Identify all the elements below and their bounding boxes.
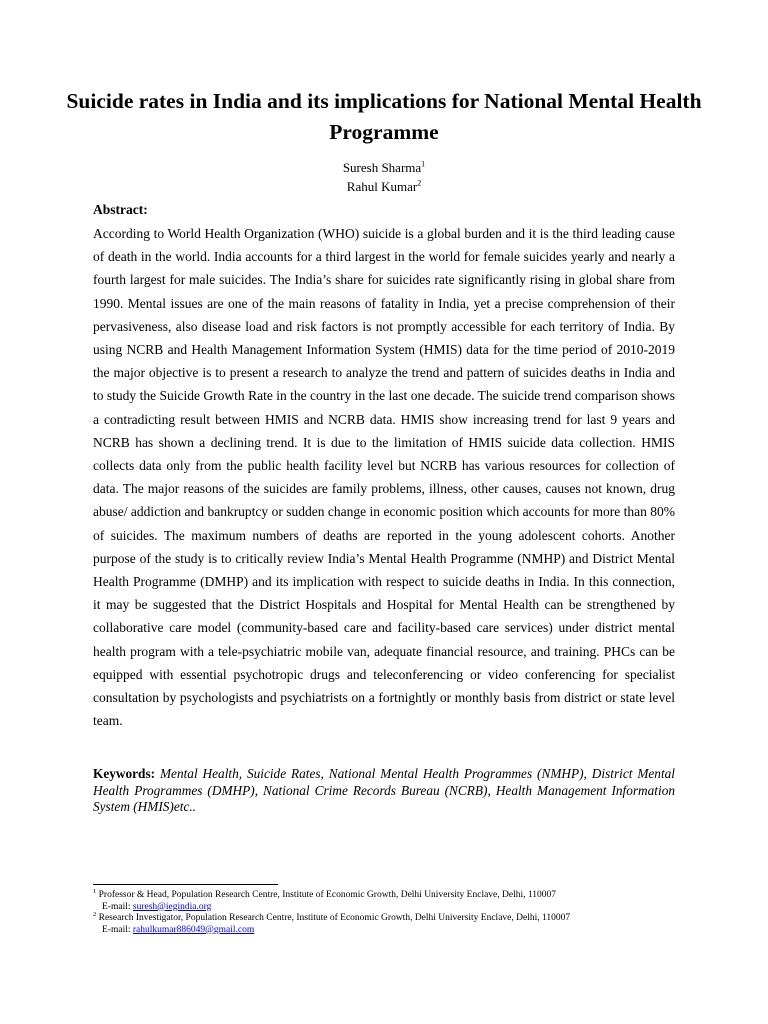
footnote-divider <box>93 884 278 885</box>
footnote-2 <box>93 910 693 925</box>
email-link[interactable]: suresh@iegindia.org <box>132 901 212 912</box>
footnote-text: Research Investigator, Population Research Centre, Institute of Economic Growth, Delhi University Enclave, Delhi, 110007 <box>98 913 571 923</box>
email-link[interactable]: rahulkumar886049@gmail.com <box>132 924 255 935</box>
footnote-1 <box>93 887 693 902</box>
footnotes <box>93 887 693 936</box>
paper-title: Suicide rates in India and its implications for National Mental Health Programme <box>66 89 702 144</box>
footnote-2-email-line <box>93 925 693 937</box>
author-name: Suresh Sharma <box>342 160 422 175</box>
email-label: E-mail: <box>102 924 131 935</box>
footnote-marker: 2 <box>93 910 97 918</box>
footnote-text: Professor & Head, Population Research Centre, Institute of Economic Growth, Delhi University Enclave, Delhi, 110007 <box>98 890 557 900</box>
author-2 <box>0 177 768 196</box>
keywords-text: Mental Health, Suicide Rates, National Mental Health Programmes (NMHP), District Mental Health Programmes (DMHP), National Crime Records Bureau (NCRB), Health Management Information System (HMIS)etc.. <box>93 766 675 814</box>
footnote-1-email-line <box>93 902 693 914</box>
author-footnote-marker: 2 <box>417 178 422 188</box>
author-1 <box>0 158 768 177</box>
author-footnote-marker: 1 <box>421 159 426 169</box>
keywords-section <box>93 766 675 816</box>
keywords-label: Keywords: <box>93 766 156 781</box>
abstract-heading: Abstract: <box>93 202 148 217</box>
abstract-text: According to World Health Organization (WHO) suicide is a global burden and it is the third leading cause of death in the world. India accounts for a third largest in the world for female suicides yearly and nearly a fourth largest for male suicides. The India’s share for suicides rate significantly rising in global share from 1990. Mental issues are one of the main reasons of fatality in India, yet a precise comprehension of their pervasiveness, also disease load and risk factors is not promptly accessible for each territory of India. By using NCRB and Health Management Information System (HMIS) data for the time period of 2010-2019 the major objective is to present a research to analyze the trend and pattern of suicides deaths in India and to study the Suicide Growth Rate in the country in the last one decade. The suicide trend comparison shows a contradicting result between HMIS and NCRB data. HMIS show increasing trend for last 9 years and NCRB has shown a declining trend. It is due to the limitation of HMIS suicide data collection. HMIS collects data only from the public health facility level but NCRB has various resources for collection of data. The major reasons of the suicides are family problems, illness, other causes, causes not known, drug abuse/ addiction and bankruptcy or sudden change in economic position which accounts for more than 80% of suicides. The maximum numbers of deaths are reported in the young adolescent cohorts. Another purpose of the study is to critically review India’s Mental Health Programme (NMHP) and District Mental Health Programme (DMHP) and its implication with respect to suicide deaths in India. In this connection, it may be suggested that the District Hospitals and Hospital for Mental Health can be strengthened by collaborative care model (community-based care and facility-based care services) under district mental health program with a tele-psychiatric mobile van, adequate financial resource, and training. PHCs can be equipped with essential psychotropic drugs and teleconferencing or video conferencing for specialist consultation by psychologists and psychiatrists on a fortnightly or monthly basis from district or state level team. <box>93 226 675 729</box>
email-label: E-mail: <box>102 901 131 912</box>
author-name: Rahul Kumar <box>346 179 418 194</box>
author-list <box>0 158 768 196</box>
footnote-marker: 1 <box>93 887 97 895</box>
